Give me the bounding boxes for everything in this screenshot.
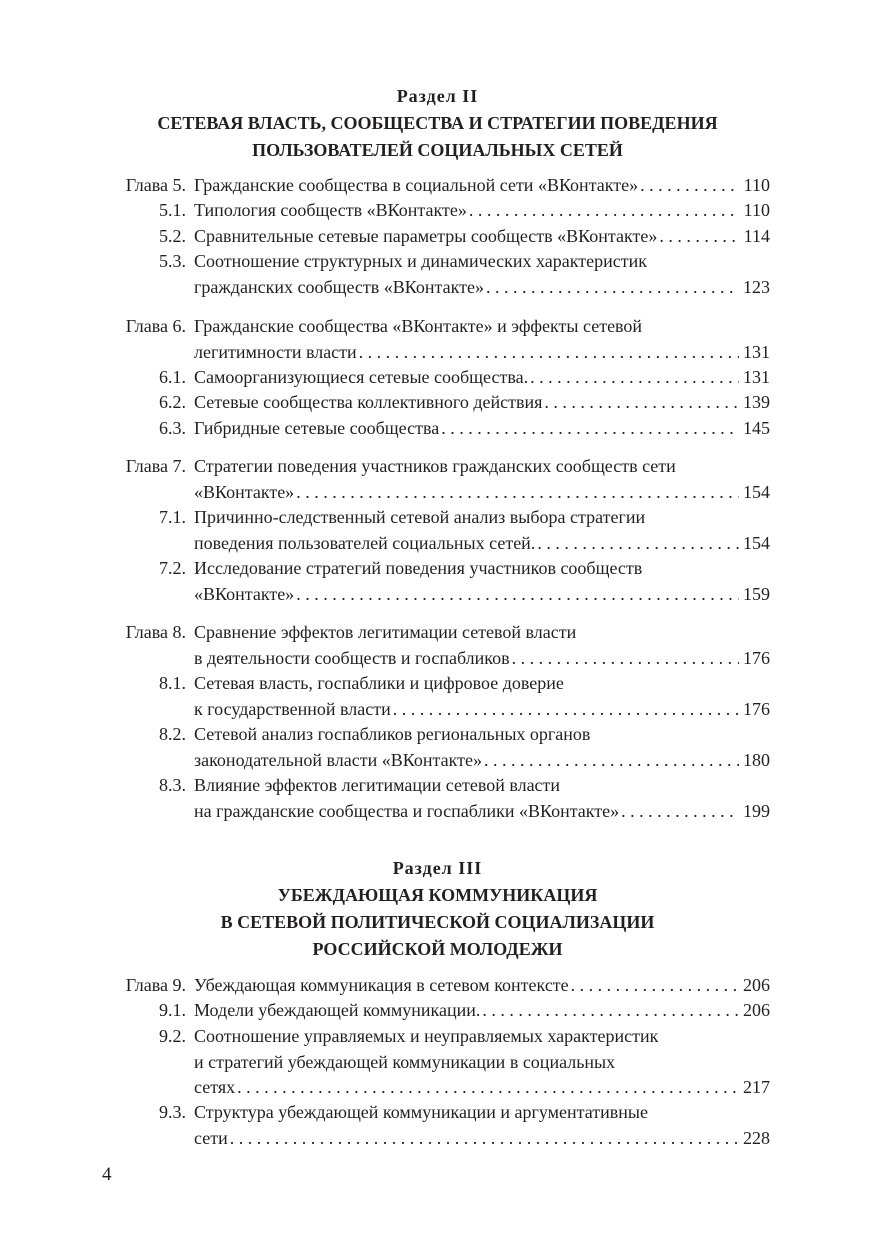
- toc-entry-line: [105, 1052, 770, 1077]
- toc-entry-number: 9.2.: [159, 1026, 186, 1046]
- toc-entry-title: Причинно-следственный сетевой анализ выбора стратегии: [194, 507, 646, 527]
- toc-entry-title: поведения пользователей социальных сетей.: [194, 532, 536, 553]
- toc-dot-leader: [638, 175, 740, 196]
- toc-entry-number: Глава 5.: [125, 175, 186, 195]
- toc-entry-title: Сравнительные сетевые параметры сообществ «ВКонтакте»: [194, 226, 658, 246]
- toc-entry-line: [105, 1000, 770, 1025]
- toc-entry-title: сетях: [194, 1077, 236, 1097]
- toc-entry-page: 206: [743, 1000, 770, 1020]
- toc-entry-line: [105, 584, 770, 609]
- toc-entry-line: [105, 673, 770, 698]
- toc-entry-number: Глава 7.: [125, 456, 186, 476]
- toc-entry-page: 154: [743, 481, 770, 502]
- toc-entry-title: гражданских сообществ «ВКонтакте»: [194, 276, 484, 297]
- toc-entry-line: [105, 1026, 770, 1051]
- toc-entry-line: [105, 750, 770, 775]
- toc-entry-line: [105, 277, 770, 302]
- toc-entry-number: 8.1.: [159, 673, 186, 693]
- toc-entry-title: законодательной власти «ВКонтакте»: [194, 749, 482, 770]
- toc-dot-leader: [657, 226, 739, 247]
- toc-entry-line: [105, 801, 770, 826]
- toc-entry-number: 9.3.: [159, 1102, 186, 1122]
- toc-entry-line: [105, 558, 770, 583]
- toc-entry-line: [105, 1128, 770, 1153]
- toc-dot-leader: [391, 699, 739, 720]
- toc-entry-title: Соотношение управляемых и неуправляемых характеристик: [194, 1026, 659, 1046]
- toc-dot-leader: [619, 801, 739, 822]
- toc-entry-page: 206: [743, 975, 770, 995]
- toc-entry-line: [105, 482, 770, 507]
- toc-dot-leader: [467, 200, 740, 221]
- section-3-title-line-2: В СЕТЕВОЙ ПОЛИТИЧЕСКОЙ СОЦИАЛИЗАЦИИ: [220, 912, 655, 932]
- toc-entry-line: [105, 775, 770, 800]
- toc-dot-leader: [510, 648, 739, 669]
- toc-entry-title: Модели убеждающей коммуникации.: [194, 1000, 481, 1020]
- section-2-title-line-1: СЕТЕВАЯ ВЛАСТЬ, СООБЩЕСТВА И СТРАТЕГИИ ПОВЕДЕНИЯ: [157, 113, 718, 133]
- toc-entry-line: [105, 251, 770, 276]
- toc-entry-number: 5.2.: [159, 226, 186, 246]
- toc-entry-page: 139: [743, 392, 770, 412]
- toc-entry-page: 176: [743, 698, 770, 719]
- toc-entry-title: Убеждающая коммуникация в сетевом контексте: [194, 975, 569, 995]
- toc-entry-line: [105, 392, 770, 417]
- toc-dot-leader: [569, 975, 739, 996]
- toc-entry-title: «ВКонтакте»: [194, 481, 295, 502]
- toc-entry-title: к государственной власти: [194, 698, 391, 719]
- toc-entry-line: [105, 648, 770, 673]
- toc-entry-page: 110: [743, 200, 770, 220]
- toc-entry-title: Структура убеждающей коммуникации и аргументативные: [194, 1102, 648, 1122]
- toc-entry-title: Гибридные сетевые сообщества: [194, 418, 440, 438]
- toc-entry-title: Соотношение структурных и динамических характеристик: [194, 251, 647, 271]
- toc-entry-line: [105, 316, 770, 341]
- toc-entry-line: [105, 367, 770, 392]
- toc-entry-number: 9.1.: [159, 1000, 186, 1020]
- toc-entry-title: Исследование стратегий поведения участников сообществ: [194, 558, 643, 578]
- toc-entry-page: 228: [743, 1127, 770, 1148]
- toc-dot-leader: [535, 533, 739, 554]
- toc-entry-line: [105, 175, 770, 200]
- toc-entry-page: 145: [743, 418, 770, 438]
- toc-entry-page: 114: [743, 226, 770, 246]
- toc-dot-leader: [228, 1128, 739, 1149]
- toc-entry-page: 176: [743, 647, 770, 668]
- toc-entry-number: Глава 8.: [125, 622, 186, 642]
- toc-entry-number: 6.3.: [159, 418, 186, 438]
- toc-entry-line: [105, 1077, 770, 1102]
- toc-dot-leader: [482, 750, 739, 771]
- toc-entry-page: 131: [743, 367, 770, 387]
- toc-entry-number: 7.2.: [159, 558, 186, 578]
- toc-entry-title: Сравнение эффектов легитимации сетевой власти: [194, 622, 577, 642]
- toc-entry-title: легитимности власти: [194, 341, 357, 362]
- toc-entry-title: Сетевые сообщества коллективного действия: [194, 392, 543, 412]
- toc-entry-line: [105, 342, 770, 367]
- toc-entry-number: 6.2.: [159, 392, 186, 412]
- toc-dot-leader: [357, 342, 739, 363]
- toc-dot-leader: [484, 277, 739, 298]
- toc-entry-line: [105, 724, 770, 749]
- section-2-label: Раздел II: [396, 86, 479, 106]
- toc-entry-line: [105, 622, 770, 647]
- toc-entry-page: 131: [743, 341, 770, 362]
- toc-entry-line: [105, 699, 770, 724]
- toc-entry-title: Типология сообществ «ВКонтакте»: [194, 200, 467, 220]
- toc-entry-line: [105, 533, 770, 558]
- toc-entry-number: 8.3.: [159, 775, 186, 795]
- toc-entry-number: 5.1.: [159, 200, 186, 220]
- toc-entry-number: 7.1.: [159, 507, 186, 527]
- toc-entry-number: 5.3.: [159, 251, 186, 271]
- toc-entry-line: [105, 456, 770, 481]
- toc-entry-title: сети: [194, 1127, 228, 1148]
- page-number: 4: [102, 1164, 112, 1185]
- toc-entry-page: 154: [743, 532, 770, 553]
- toc-dot-leader: [439, 418, 739, 439]
- toc-entry-line: [105, 975, 770, 1000]
- toc-entry-title: на гражданские сообщества и госпаблики «ВКонтакте»: [194, 800, 620, 821]
- toc-entry-page: 199: [743, 800, 770, 821]
- toc-dot-leader: [542, 392, 739, 413]
- toc-entry-number: Глава 6.: [125, 316, 186, 336]
- toc-entry-page: 159: [743, 583, 770, 604]
- toc-entry-title: Гражданские сообщества в социальной сети «ВКонтакте»: [194, 175, 639, 195]
- toc-dot-leader: [294, 482, 739, 503]
- toc-entry-page: 180: [743, 749, 770, 770]
- toc-entry-title: в деятельности сообществ и госпабликов: [194, 647, 510, 668]
- toc-dot-leader: [480, 1000, 739, 1021]
- toc-entry-title: Влияние эффектов легитимации сетевой власти: [194, 775, 561, 795]
- toc-entry-title: Гражданские сообщества «ВКонтакте» и эффекты сетевой: [194, 316, 643, 336]
- toc-entry-line: [105, 1102, 770, 1127]
- section-2-title-line-2: ПОЛЬЗОВАТЕЛЕЙ СОЦИАЛЬНЫХ СЕТЕЙ: [252, 140, 623, 160]
- toc-entry-page: 110: [743, 175, 770, 195]
- toc-entry-line: [105, 200, 770, 225]
- toc-entry-line: [105, 507, 770, 532]
- toc-entry-title: Сетевой анализ госпабликов региональных органов: [194, 724, 591, 744]
- toc-entry-number: 6.1.: [159, 367, 186, 387]
- toc-entry-number: 8.2.: [159, 724, 186, 744]
- section-2-heading: [0, 83, 875, 164]
- section-3-label: Раздел III: [392, 858, 483, 878]
- toc-entry-page: 217: [743, 1077, 770, 1097]
- section-3-title-line-1: УБЕЖДАЮЩАЯ КОММУНИКАЦИЯ: [277, 885, 598, 905]
- toc-entry-title: Стратегии поведения участников гражданских сообществ сети: [194, 456, 676, 476]
- section-3-heading: [0, 855, 875, 963]
- toc-entry-title: Самоорганизующиеся сетевые сообщества.: [194, 367, 529, 387]
- toc-entry-line: [105, 226, 770, 251]
- toc-entry-line: [105, 418, 770, 443]
- toc-entry-number: Глава 9.: [125, 975, 186, 995]
- section-3-title-line-3: РОССИЙСКОЙ МОЛОДЕЖИ: [312, 939, 563, 959]
- toc-dot-leader: [294, 584, 739, 605]
- toc-dot-leader: [528, 367, 739, 388]
- toc-dot-leader: [235, 1077, 739, 1098]
- toc-entry-title: Сетевая власть, госпаблики и цифровое доверие: [194, 673, 564, 693]
- toc-entry-page: 123: [743, 276, 770, 297]
- toc-entry-title: и стратегий убеждающей коммуникации в социальных: [194, 1051, 616, 1072]
- toc-entry-title: «ВКонтакте»: [194, 583, 295, 604]
